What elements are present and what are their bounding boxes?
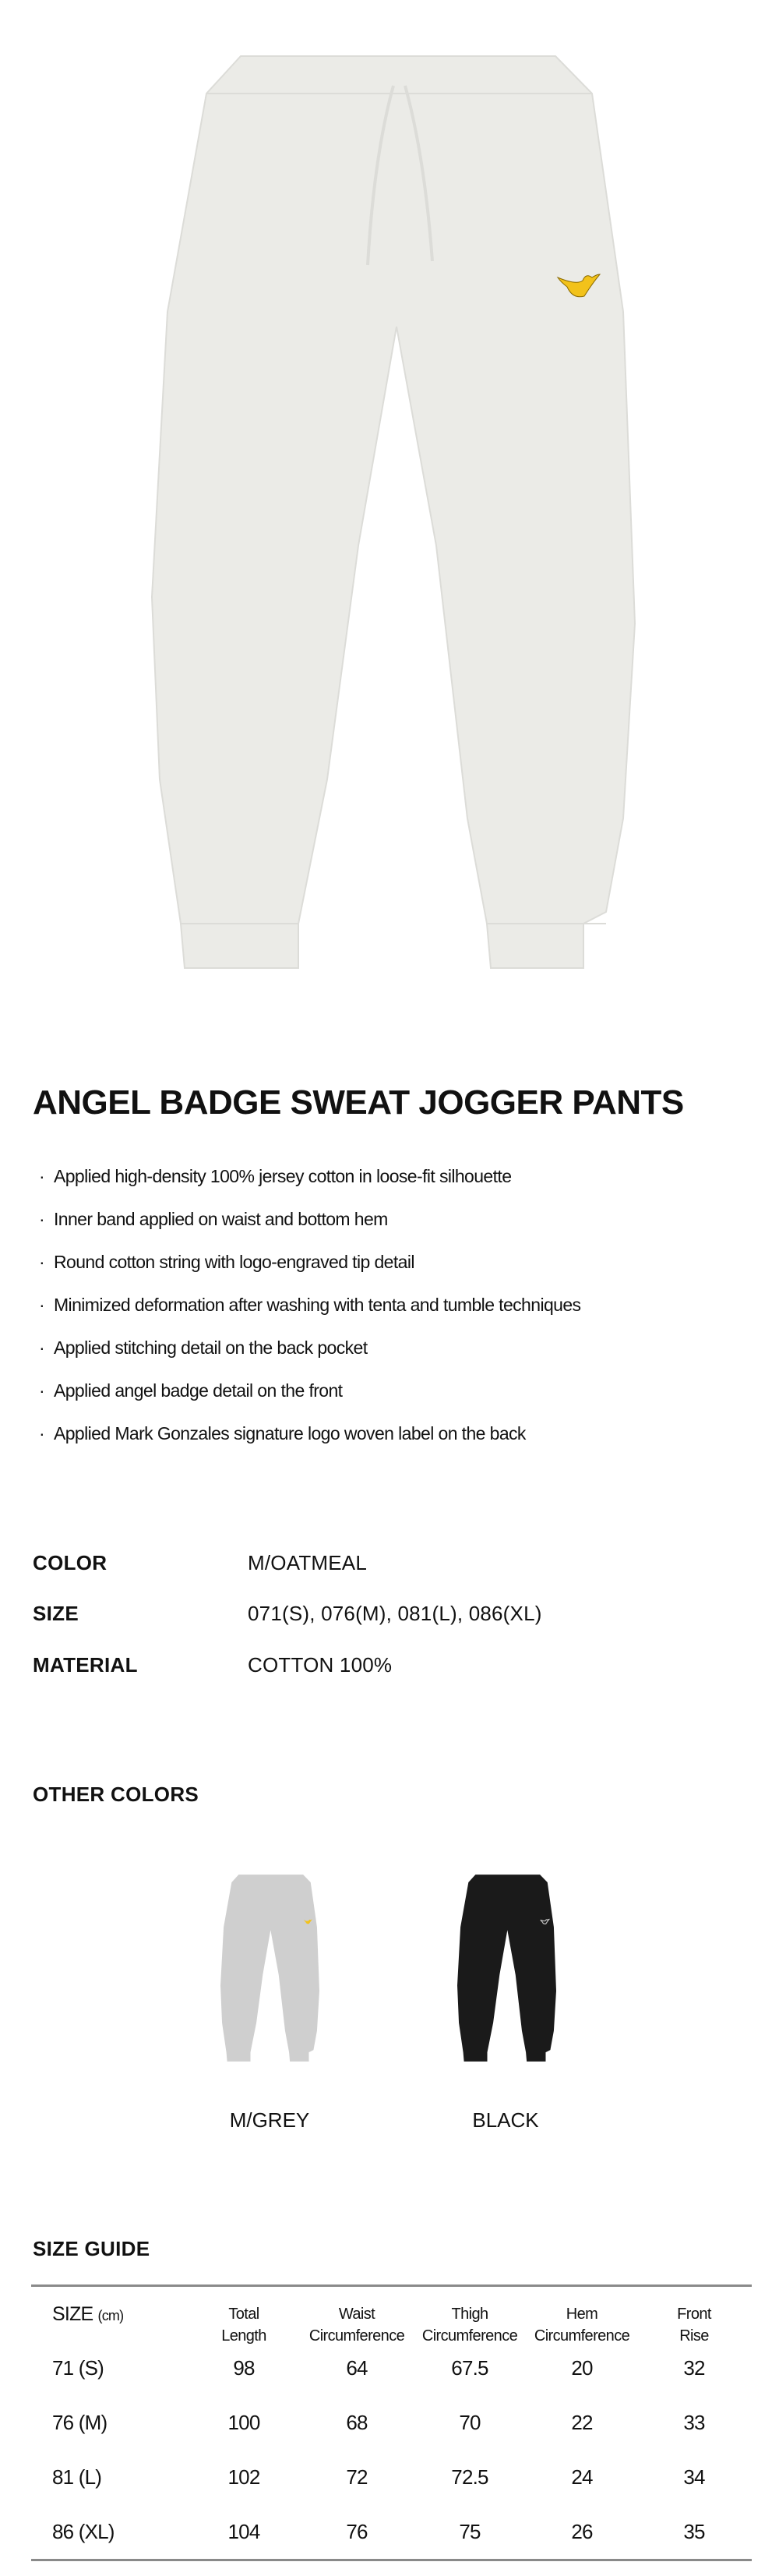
table-top-divider: [31, 2284, 752, 2287]
product-image: [0, 0, 779, 1037]
size-table-cell: 98: [233, 2356, 255, 2380]
size-table-cell: 72.5: [451, 2465, 488, 2489]
color-option-grey-image[interactable]: [220, 1875, 319, 2062]
table-bottom-divider: [31, 2559, 752, 2561]
product-title: ANGEL BADGE SWEAT JOGGER PANTS: [33, 1083, 684, 1122]
feature-list: [39, 1166, 580, 1466]
size-row-label: 71 (S): [52, 2356, 104, 2380]
color-option-grey-label[interactable]: M/GREY: [229, 2108, 310, 2132]
size-table-cell: 102: [227, 2465, 260, 2489]
column-header-waist: Waist Circumference: [308, 2306, 405, 2345]
feature-item: · Applied high-density 100% jersey cotton in loose-fit silhouette: [39, 1166, 512, 1186]
size-table-cell: 32: [683, 2356, 705, 2380]
feature-item: · Round cotton string with logo-engraved tip detail: [39, 1252, 414, 1272]
size-column-header: SIZE (cm): [52, 2303, 124, 2325]
other-colors-heading: OTHER COLORS: [33, 1783, 199, 1806]
feature-item: · Applied Mark Gonzales signature logo woven label on the back: [39, 1423, 526, 1443]
size-table-cell: 26: [571, 2520, 593, 2543]
spec-material-value: COTTON 100%: [248, 1653, 393, 1677]
spec-size-value: 071(S), 076(M), 081(L), 086(XL): [248, 1602, 542, 1625]
size-row-label: 81 (L): [52, 2465, 102, 2489]
size-table-cell: 20: [571, 2356, 593, 2380]
spec-size-label: SIZE: [33, 1602, 79, 1625]
size-table-cell: 24: [571, 2465, 593, 2489]
color-option-black-label[interactable]: BLACK: [472, 2108, 539, 2132]
feature-item: · Applied stitching detail on the back pocket: [39, 1337, 368, 1358]
size-table-cell: 35: [683, 2520, 705, 2543]
size-table-cell: 22: [571, 2411, 593, 2434]
size-table-cell: 100: [227, 2411, 260, 2434]
size-guide-heading: SIZE GUIDE: [33, 2237, 150, 2260]
size-table-cell: 68: [346, 2411, 368, 2434]
column-header-front-rise: Front Rise: [677, 2306, 711, 2345]
column-header-thigh: Thigh Circumference: [421, 2306, 518, 2345]
size-table-cell: 67.5: [451, 2356, 488, 2380]
feature-item: · Minimized deformation after washing with tenta and tumble techniques: [39, 1295, 581, 1315]
column-header-hem: Hem Circumference: [534, 2306, 630, 2345]
size-table-cell: 33: [683, 2411, 705, 2434]
spec-color-label: COLOR: [33, 1551, 108, 1574]
size-table-cell: 76: [346, 2520, 368, 2543]
size-row-label: 76 (M): [52, 2411, 108, 2434]
feature-item: · Inner band applied on waist and bottom hem: [39, 1209, 388, 1229]
size-table-cell: 72: [346, 2465, 368, 2489]
size-table-cell: 34: [683, 2465, 705, 2489]
size-table-cell: 64: [346, 2356, 368, 2380]
column-header-total-length: Total Length: [221, 2306, 266, 2345]
size-table-cell: 104: [227, 2520, 260, 2543]
feature-item: · Applied angel badge detail on the front: [39, 1380, 343, 1401]
color-option-black-image[interactable]: [457, 1875, 556, 2062]
size-table-cell: 75: [459, 2520, 481, 2543]
spec-color-value: M/OATMEAL: [248, 1551, 368, 1574]
size-table-cell: 70: [459, 2411, 481, 2434]
spec-material-label: MATERIAL: [33, 1653, 138, 1677]
size-row-label: 86 (XL): [52, 2520, 115, 2543]
